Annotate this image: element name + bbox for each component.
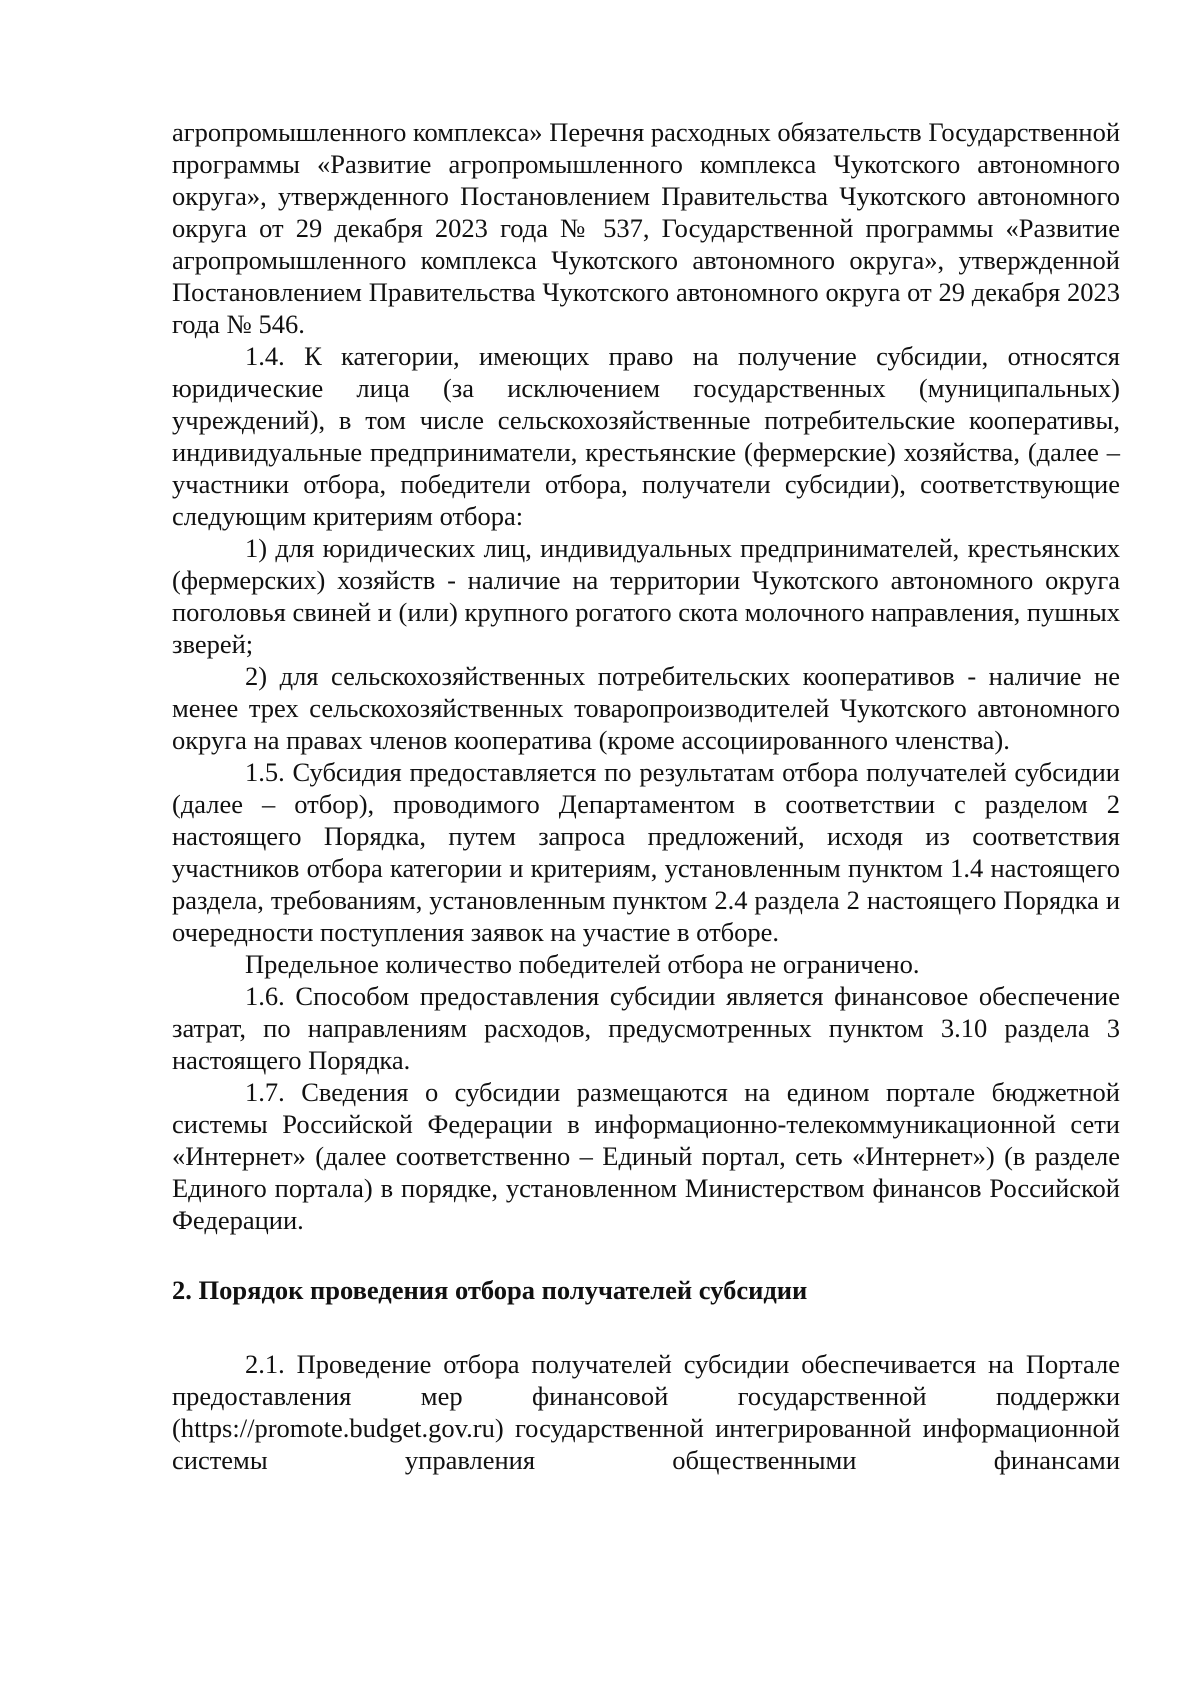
paragraph-1-4: 1.4. К категории, имеющих право на получение субсидии, относятся юридические лица (за исключением государственных (муниципальных) учреждений), в том числе сельскохозяйственные потребительские кооперативы, индивидуальные предприниматели, крестьянские (фермерские) хозяйства, (далее – участники отбора, победители отбора, получатели субсидии), соответствующие следующим критериям отбора: bbox=[172, 341, 1120, 531]
paragraph-criterion-1: 1) для юридических лиц, индивидуальных предпринимателей, крестьянских (фермерских) хозяйств - наличие на территории Чукотского автономного округа поголовья свиней и (или) крупного рогатого скота молочного направления, пушных зверей; bbox=[172, 533, 1120, 659]
section-heading: 2. Порядок проведения отбора получателей субсидии bbox=[172, 1275, 808, 1305]
paragraph-continuation: агропромышленного комплекса» Перечня расходных обязательств Государственной программы «Развитие агропромышленного комплекса Чукотского автономного округа», утвержденного Постановлением Правительства Чукотского автономного округа от 29 декабря 2023 года № 537, Государственной программы «Развитие агропромышленного комплекса Чукотского автономного округа», утвержденной Постановлением Правительства Чукотского автономного округа от 29 декабря 2023 года № 546. bbox=[172, 117, 1120, 339]
paragraph-2-1: 2.1. Проведение отбора получателей субсидии обеспечивается на Портале предоставления мер финансовой государственной поддержки (https://promote.budget.gov.ru) государственной интегрированной информационной системы управления общественными финансами bbox=[172, 1349, 1120, 1475]
paragraph-criterion-2: 2) для сельскохозяйственных потребительских кооперативов - наличие не менее трех сельскохозяйственных товаропроизводителей Чукотского автономного округа на правах членов кооператива (кроме ассоциированного членства). bbox=[172, 661, 1120, 755]
document-body bbox=[172, 116, 1120, 1476]
paragraph-winners-limit: Предельное количество победителей отбора не ограничено. bbox=[245, 949, 920, 979]
paragraph-1-7: 1.7. Сведения о субсидии размещаются на едином портале бюджетной системы Российской Федерации в информационно-телекоммуникационной сети «Интернет» (далее соответственно – Единый портал, сеть «Интернет») (в разделе Единого портала) в порядке, установленном Министерством финансов Российской Федерации. bbox=[172, 1077, 1120, 1235]
paragraph-1-5: 1.5. Субсидия предоставляется по результатам отбора получателей субсидии (далее – отбор), проводимого Департаментом в соответствии с разделом 2 настоящего Порядка, путем запроса предложений, исходя из соответствия участников отбора категории и критериям, установленным пунктом 1.4 настоящего раздела, требованиям, установленным пунктом 2.4 раздела 2 настоящего Порядка и очередности поступления заявок на участие в отборе. bbox=[172, 757, 1120, 947]
paragraph-1-6: 1.6. Способом предоставления субсидии является финансовое обеспечение затрат, по направлениям расходов, предусмотренных пунктом 3.10 раздела 3 настоящего Порядка. bbox=[172, 981, 1120, 1075]
